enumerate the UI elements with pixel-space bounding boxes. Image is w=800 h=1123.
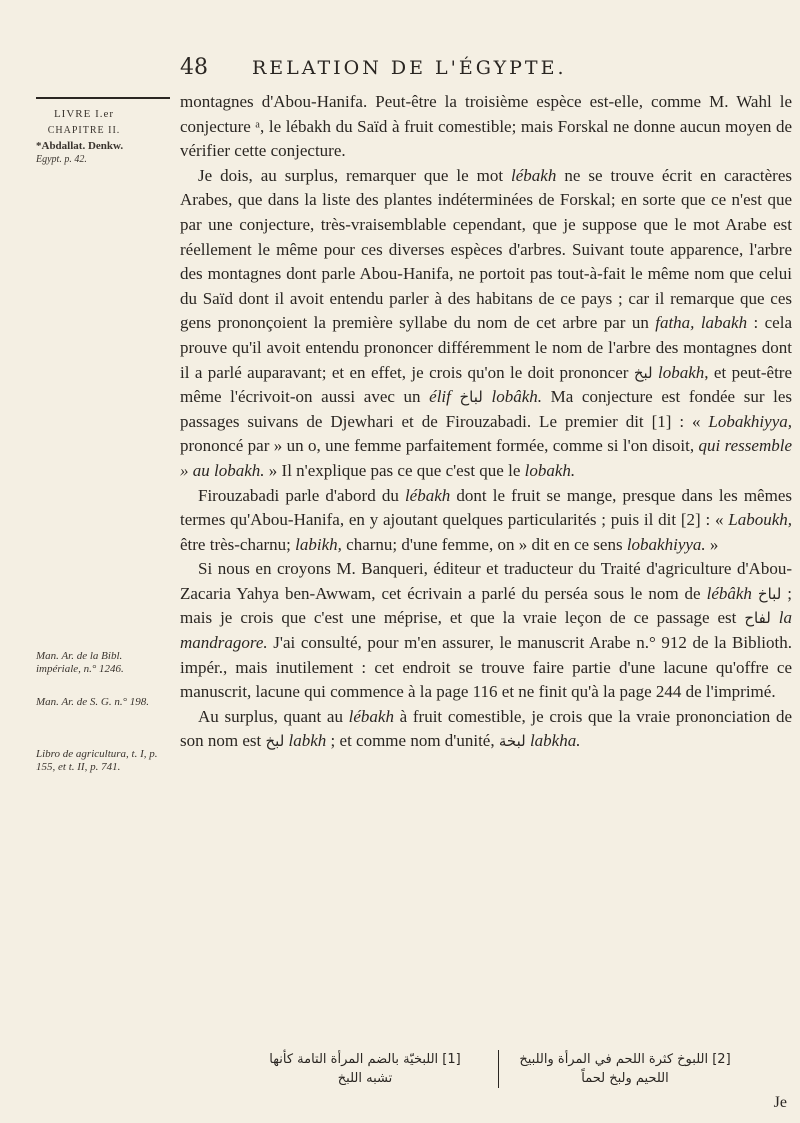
margin-fraktur-page: Egypt. p. 42.	[36, 154, 87, 165]
margin-livre: LIVRE I.er	[53, 108, 115, 120]
margin-chapitre: CHAPITRE II.	[47, 125, 121, 136]
margin-note-manuscript-1246: Man. Ar. de la Bibl. impériale, n.° 1246.	[36, 650, 124, 675]
footnote-1: [1] اللبخيّة بالضم المرأة التامة كأنها تشبه اللبخ	[269, 1052, 461, 1086]
paragraph-3: Firouzabadi parle d'abord du lébakh dont le fruit se mange, presque dans les mêmes termes qu'Abou-Hanifa, en y ajoutant quelques particularités ; puis il dit [2] : « Laboukh, être très-charnu; labikh, charnu; d'une femme, on » dit en ce sens lobakhiyya. »	[180, 485, 792, 554]
paragraph-5: Au surplus, quant au lébakh à fruit comestible, je crois que la vraie prononciation de son nom est لبخ labkh ; et comme nom d'unité, لبخة labkha.	[180, 706, 792, 751]
catchword: Je	[773, 1094, 787, 1111]
arabic-lobakh: لبخ	[633, 363, 653, 382]
arabic-lebakh: لباخ	[757, 584, 782, 603]
footnote-divider	[498, 1050, 499, 1088]
running-title: RELATION DE L'ÉGYPTE.	[252, 57, 567, 79]
footnotes	[250, 1050, 795, 1120]
page-number: 48	[180, 55, 208, 80]
margin-note-libro-agricultura: Libro de agricultura, t. I, p. 155, et t. II, p. 741.	[36, 748, 158, 773]
paragraph-2: Je dois, au surplus, remarquer que le mot lébakh ne se trouve écrit en caractères Arabes, que dans la liste des plantes indéterminées de Forskal; en sorte que ce n'est que par une conjecture, très-vraisemblable cependant, que je suppose que le mot Arabe est réellement le même pour ces diverses espèces d'arbres. Suivant toute apparence, l'arbre des montagnes dont parle Abou-Hanifa, ne portoit pas tout-à-fait le même nom que celui du Saïd dont il avoit entendu parler à des habitans de ce pays ; car il remarque que ces gens prononçoient la première syllabe du nom de cet arbre par un fatha, labakh : cela prouve qu'il avoit entendu prononcer différemment le nom de l'arbre des montagnes dont il a parlé auparavant; et en effet, je crois qu'on le doit prononcer لبخ lobakh, et peut-être même l'écrivoit-on aussi avec un élif لباخ lobâkh. Ma conjecture est fondée sur les passages suivans de Djewhari et de Firouzabadi. Le premier dit [1] : « Lobakhiyya, prononcé par » un o, une femme parfaitement formée, comme si l'on disoit, qui ressemble » au lobakh. » Il n'explique pas ce que c'est que le lobakh.	[180, 165, 792, 480]
header-rule	[36, 97, 170, 99]
arabic-mandragore: لفاح	[744, 609, 771, 628]
margin-note-manuscript-198: Man. Ar. de S. G. n.° 198.	[36, 696, 149, 708]
footnote-2: [2] اللبوخ كثرة اللحم في المرأة واللبيخ اللحيم ولبخ لحماً	[519, 1052, 731, 1086]
main-text	[180, 90, 792, 754]
arabic-lobakh-elif: لباخ	[459, 388, 483, 407]
margin-fraktur-reference: *Abdallat. Denkw.	[36, 140, 124, 152]
arabic-labkha: لبخة	[498, 732, 526, 751]
arabic-labkh: لبخ	[265, 732, 285, 751]
paragraph-4: Si nous en croyons M. Banqueri, éditeur et traducteur du Traité d'agriculture d'Abou-Zacaria Yahya ben-Awwam, cet écrivain a parlé du perséa sous le nom de lébâkh لباخ ; mais je crois que c'est une méprise, et que la vraie leçon de ce passage est لفاح la mandragore. J'ai consulté, pour m'en assurer, le manuscrit Arabe n.° 912 de la Biblioth. impér., mais inutilement : cet endroit se trouve faire partie d'une lacune qu'offre ce manuscrit, lacune qui commence à la page 116 et ne finit qu'à la page 244 de l'imprimé.	[180, 559, 792, 702]
page-header	[180, 55, 790, 87]
paragraph-1: montagnes d'Abou-Hanifa. Peut-être la troisième espèce est-elle, comme M. Wahl le conjecture ᵃ, le lébakh du Saïd à fruit comestible; mais Forskal ne donne aucun moyen de vérifier cette conjecture.	[180, 92, 792, 161]
